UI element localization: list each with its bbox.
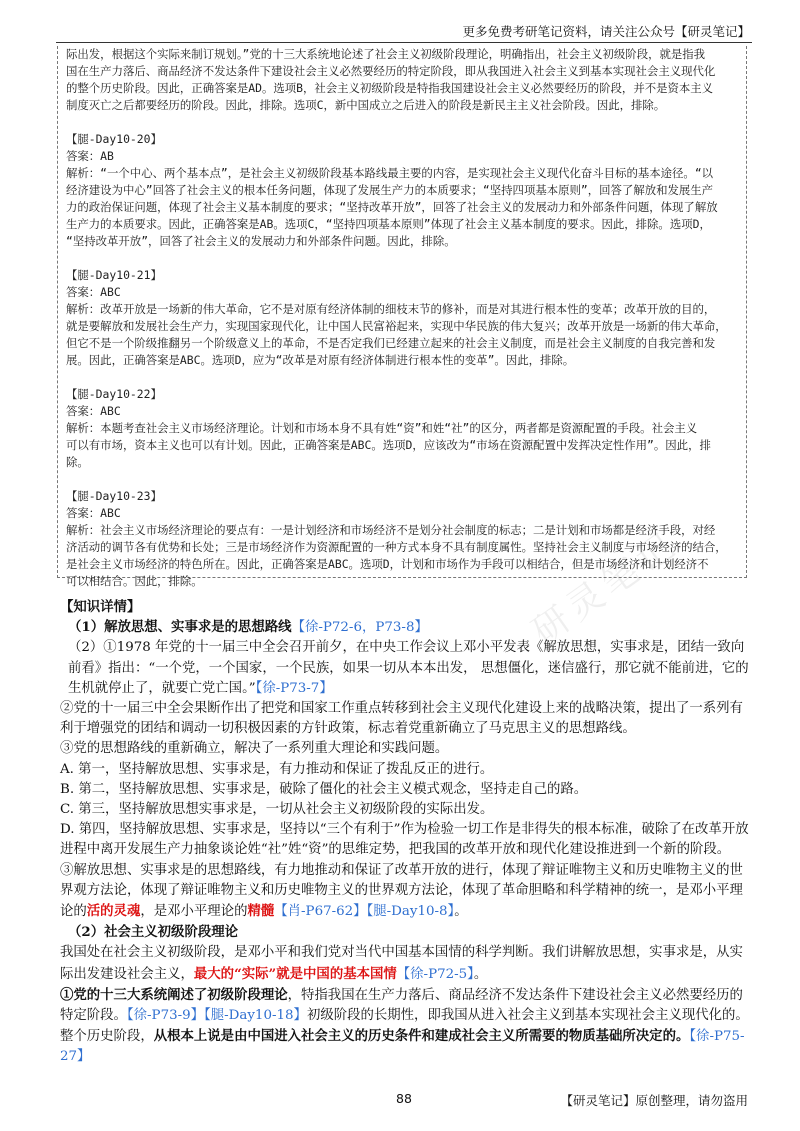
page-footer: 【研灵笔记】原创整理，请勿盗用	[560, 1093, 748, 1108]
paragraph-text: ，特指我国在生产力落后、商品经济不发达条件下建设社会主义必然要经历的特定阶段。	[60, 987, 743, 1024]
text-line: 的整个历史阶段。因此，正确答案是AD。选项B，社会主义初级阶段是特指我国建设社会主义必然要经历的阶段，并不是资本主义	[66, 81, 714, 95]
highlight-text: 精髓	[247, 903, 275, 920]
subsection-number: （2）	[68, 924, 105, 941]
text-line: 展。因此，正确答案是ABC。选项D，应为“改革是对原有经济体制进行根本性的变革”。因此，排除。	[66, 353, 575, 367]
paragraph-text: 。	[454, 904, 468, 920]
answer-title: 【腿-Day10-20】	[66, 132, 162, 146]
text-line: 除。	[66, 455, 89, 469]
text-line: 国在生产力落后、商品经济不发达条件下建设社会主义必然要经历的特定阶段，即从我国进入社会主义到基本实现社会主义现代化	[66, 64, 716, 78]
paragraph	[60, 985, 750, 1026]
header-divider	[56, 42, 752, 43]
paragraph: ②党的十一届三中全会果断作出了把党和国家工作重点转移到社会主义现代化建设上来的战略决策，提出了一系列有利于增强党的团结和调动一切积极因素的方针政策，标志着党重新确立了马克思主义的思想路线。	[60, 701, 743, 737]
highlight-text: 最大的	[193, 965, 235, 982]
page-number: 88	[396, 1091, 412, 1106]
subsection-title-1	[60, 617, 750, 638]
answer-title: 【腿-Day10-23】	[66, 489, 162, 503]
watermark: 研灵笔记	[525, 522, 687, 653]
answer-item	[66, 386, 738, 471]
text-line: 解析：“一个中心、两个基本点”，是社会主义初级阶段基本路线最主要的内容，是实现社会主义现代化奋斗目标的基本途径。“以	[66, 166, 714, 180]
text-line: 经济建设为中心”回答了社会主义的根本任务问题，体现了发展生产力的本质要求；“坚持四项基本原则”，回答了解放和发展生产	[66, 183, 714, 197]
text-line: 济活动的调节各有优势和长处；三是市场经济作为资源配置的一种方式本身不具有制度属性。坚持社会主义制度与市场经济的结合，	[66, 540, 727, 554]
text-line: 可以相结合。因此，排除。	[66, 574, 203, 588]
paragraph-text: 我国处在社会主义初级阶段，是邓小平和我们党对当代中国基本国情的科学判断。我们讲解放思想，实事求是，从实际出发建设社会主义，	[60, 945, 743, 982]
answer-intro	[66, 46, 738, 114]
section-heading: 【知识详情】	[60, 599, 141, 615]
bold-text: ①党的十三大系统阐述了初级阶段理论	[60, 986, 288, 1003]
reference-link: 【徐-P73-9】【腿-Day10-18】	[126, 1008, 307, 1024]
text-line: 就是要解放和发展社会生产力，实现国家现代化，让中国人民富裕起来，实现中华民族的伟大复兴；改革开放是一场新的伟大革命，	[66, 319, 727, 333]
highlight-text: 活的灵魂	[86, 903, 141, 920]
reference-link: 【徐-P72-5】	[396, 966, 474, 982]
paragraph: ③党的思想路线的重新确立，解决了一系列重大理论和实践问题。	[60, 741, 449, 757]
page-header: 更多免费考研笔记资料，请关注公众号【研灵笔记】	[462, 24, 750, 39]
text-line: “坚持改革开放”，回答了社会主义的发展动力和外部条件问题。因此，排除。	[66, 234, 456, 248]
list-item: C. 第三，坚持解放思想实事求是，一切从社会主义初级阶段的实际出发。	[60, 802, 494, 818]
subsection-number: （1）	[68, 619, 105, 636]
answer-item	[66, 131, 738, 250]
text-line: 生产力的本质要求。因此，正确答案是AB。选项C，“坚持四项基本原则”体现了社会主义基本制度的要求。因此，排除。选项D，	[66, 217, 711, 231]
reference-link: 【肖-P67-62】【腿-Day10-8】	[274, 904, 455, 920]
bold-text: 从根本上说是由中国进入社会主义的历史条件和建成社会主义所需要的物质基础所决定的。	[153, 1028, 690, 1045]
text-line: 是社会主义市场经济的特色所在。因此，正确答案是ABC。选项D，计划和市场作为手段可以相结合，但是市场经济和计划经济不	[66, 557, 709, 571]
knowledge-section	[60, 597, 750, 1068]
list-item: A. 第一，坚持解放思想、实事求是，有力推动和保证了拨乱反正的进行。	[60, 761, 494, 777]
paragraph-text: 整个历史阶段，	[60, 1029, 154, 1045]
paragraph-text: 初级阶段的长期性，即我国从进入社会主义到基本实现社会主义现代化的。	[306, 1008, 749, 1024]
paragraph	[60, 638, 750, 699]
reference-link: 【徐-P75-27】	[60, 1029, 745, 1065]
answer-key: 答案：ABC	[66, 285, 121, 299]
list-item: B. 第二，坚持解放思想、实事求是，破除了僵化的社会主义模式观念，坚持走自己的路。	[60, 781, 588, 797]
answer-item	[66, 267, 738, 369]
text-line: 解析：社会主义市场经济理论的要点有：一是计划经济和市场经济不是划分社会制度的标志；二是计划和市场都是经济手段，对经	[66, 523, 716, 537]
text-line: 际出发，根据这个实际来制订规划。”党的十三大系统地论述了社会主义初级阶段理论，明确指出，社会主义初级阶段，就是指我	[66, 47, 706, 61]
reference-link: 【徐-P73-7】	[255, 680, 333, 696]
paragraph	[60, 861, 750, 923]
answer-key: 答案：ABC	[66, 506, 121, 520]
reference-link: 【徐-P72-6，P73-8】	[291, 620, 428, 636]
subsection-title-2	[60, 922, 750, 943]
text-line: 但它不是一个阶级推翻另一个阶级意义上的革命，不是否定我们已经建立起来的社会主义制度，而是社会主义制度的自我完善和发	[66, 336, 716, 350]
list-item: D. 第四，坚持解放思想、实事求是，坚持以“三个有利于”作为检验一切工作是非得失的根本标准，破除了在改革开放进程中离开发展生产力抽象谈论姓“社”姓“资”的思维定势，把我国的改革开放和现代化建设推进到一个新的阶段。	[60, 822, 749, 858]
text-line: 力的政治保证问题，体现了社会主义基本制度的要求；“坚持改革开放”，回答了社会主义的发展动力和外部条件问题，体现了解放	[66, 200, 718, 214]
subsection-title: 解放思想、实事求是的思想路线	[104, 619, 292, 636]
paragraph-text: （2）①1978 年党的十一届三中全会召开前夕，在中央工作会议上邓小平发表《解放思想，实事求是，团结一致向前看》指出：“一个党，一个国家，一个民族，如果一切从本本出发， 思想僵化，迷信盛行，那它就不能前进，它的生机就停止了，就要亡党亡国。”	[68, 640, 749, 696]
text-line: 可以有市场，资本主义也可以有计划。因此，正确答案是ABC。选项D，应该改为“市场在资源配置中发挥决定性作用”。因此，排	[66, 438, 711, 452]
paragraph-text: 。	[473, 966, 488, 982]
paragraph-text: ③解放思想、实事求是的思想路线，有力地推动和保证了改革开放的进行，体现了辩证唯物主义和历史唯物主义的世界观方法论，体现了辩证唯物主义和历史唯物主义的世界观方法论，体现了革命胆略和科学精神的统一，是邓小平理论的	[60, 862, 743, 920]
text-line: 制度灭亡之后都要经历的阶段。因此，排除。选项C，新中国成立之后进入的阶段是新民主主义社会阶段。因此，排除。	[66, 98, 666, 112]
subsection-title: 社会主义初级阶段理论	[104, 924, 239, 941]
answer-title: 【腿-Day10-22】	[66, 387, 162, 401]
answer-key: 答案：ABC	[66, 404, 121, 418]
text-line: 解析：本题考查社会主义市场经济理论。计划和市场本身不具有姓“资”和姓“社”的区分，两者都是资源配置的手段。社会主义	[66, 421, 698, 435]
paragraph	[60, 943, 750, 984]
paragraph	[60, 1026, 750, 1067]
highlight-text: “实际”	[234, 965, 277, 982]
answer-key: 答案：AB	[66, 149, 114, 163]
highlight-text: 就是中国的基本国情	[276, 965, 397, 982]
answer-title: 【腿-Day10-21】	[66, 268, 162, 282]
paragraph-text: ，是邓小平理论的	[140, 904, 248, 920]
text-line: 解析：改革开放是一场新的伟大革命，它不是对原有经济体制的细枝末节的修补，而是对其进行根本性的变革；改革开放的目的，	[66, 302, 716, 316]
